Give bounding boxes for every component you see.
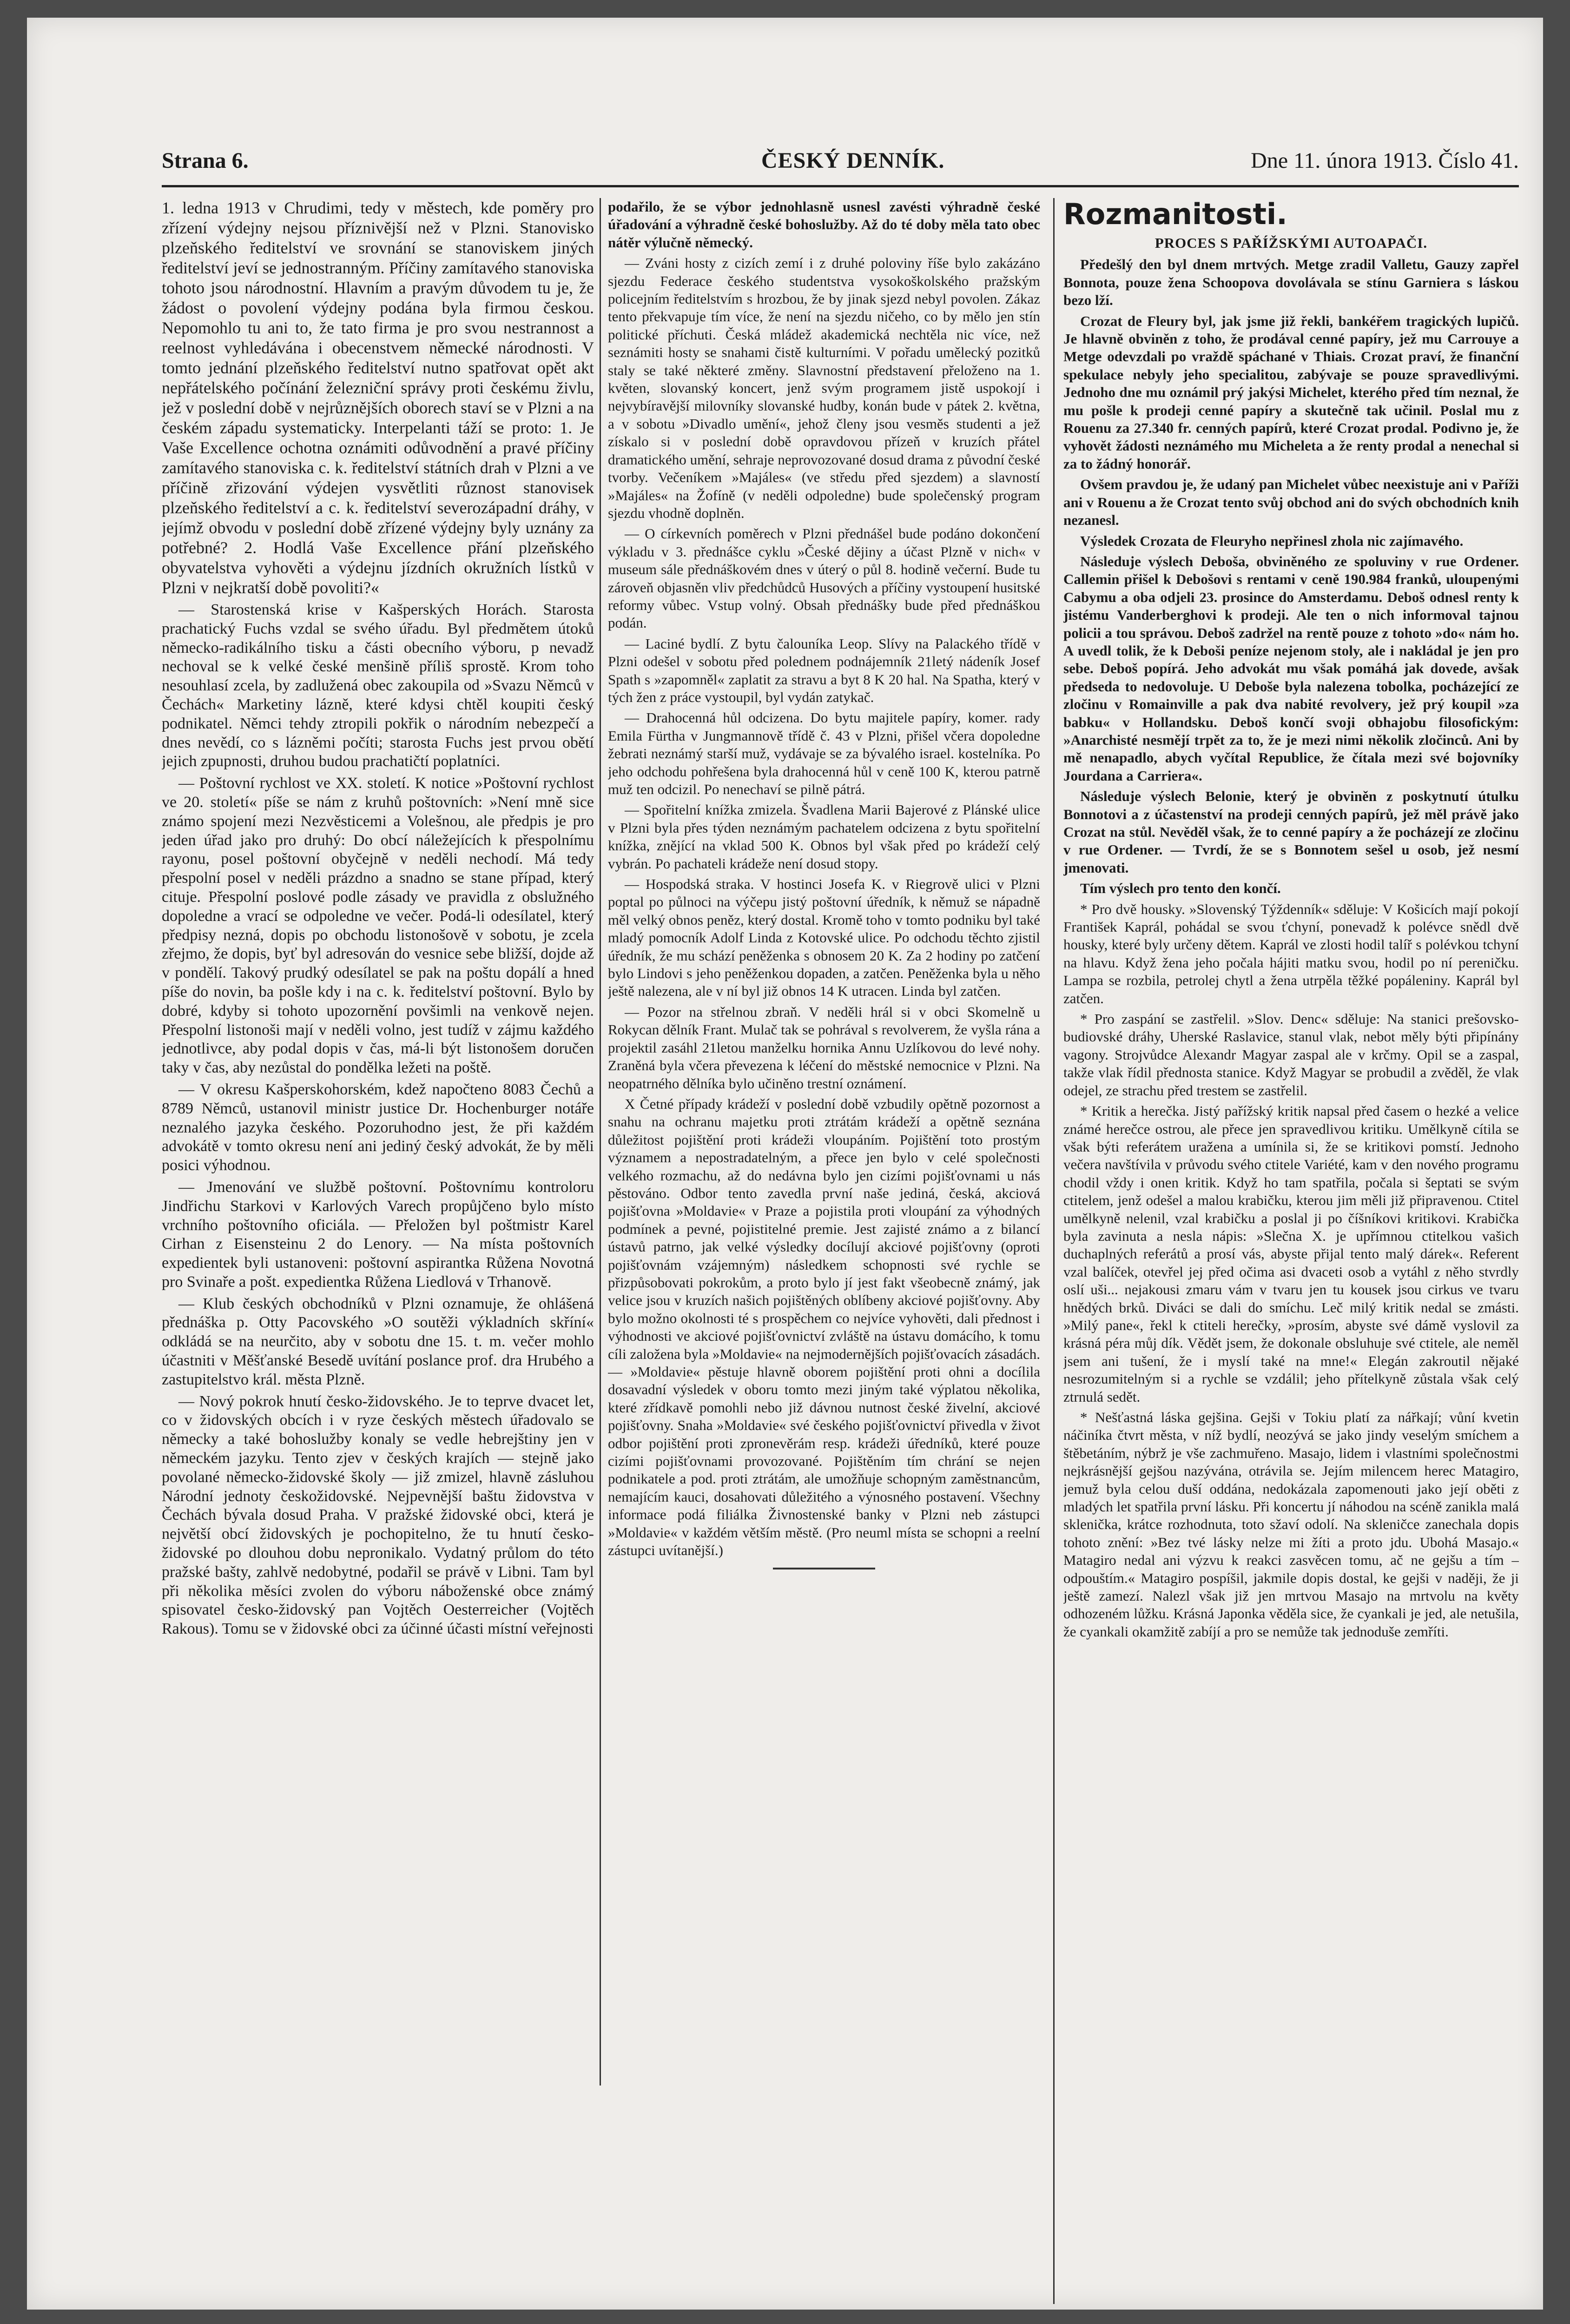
article-laska-gejsina: * Nešťastná láska gejšina. Gejši v Tokiu platí za nářkají; vůní kvetin náčiníka čtvrt města, v níž bydlí, neozývá se jako jindy veselým smíchem a štěbetáním, nýbrž je vše zachmuřeno. Masajo, lidem i vlastními společnostmi nejkrásnější gejšou nazývána, otrávila se. Jejím milencem herec Matagiro, jemuž byla celou duší oddána, nedokázala zapomenouti jako její oběti z mladých let spatřila první lásku. Při koncertu jí náhodou na scéně zanikla malá sklenička, krátce rozhodnuta, toto sžaví odolí. Na skleničce zanechala dopis tohoto znění: »Bez tvé lásky nelze mi žíti a proto jdu. Ubohá Masajo.« Matagiro nedal ani výzvu k reakci zasvěcen tomu, ač ne gejšu a tím – odpouštím.« Matagiro pospíšil, jakmile dopis dostal, ke gejši v naději, že ji ještě zamezí. Nalezl však již jen mrtvou Masajo na mrtvolu na květy odhozeném lůžku. Krásná Japonka věděla sice, že cyankali je jed, ale netušila, že cyankali okamžitě zabíjí a pro se nemůže tak jednoduše zemříti. — [1063, 1409, 1519, 1640]
header-rule — [162, 185, 1519, 187]
article-hoste-ciziny: — Zváni hosty z cizích zemí i z druhé poloviny říše bylo zakázáno sjezdu Federace českého studentstva vysokoškolského pražským policejním ředitelstvím s hrozbou, že by jinak sjezd nebyl povolen. Zákaz tento překvapuje tím více, že není na sjezdu ničeho, co by mělo jen stín politické příchuti. Česká mládež akademická nechtěla nic více, než seznámiti hosty se snahami čistě kulturními. V pořadu umělecký pozitků staly se také některé změny. Slavnostní představení přeloženo na 1. květen, slovanský koncert, jenž svým programem jistě uspokojí i nejvybíravější milovníky slovanské hudby, konán bude v pátek 2. května, a v sobotu »Divadlo umění«, jehož členy jsou vesměs studenti a jež získalo si v poslední době opravdovou přízeň v kruzích přátel dramatického umění, sehraje neprovozované dosud drama z původní české tvorby. Večeníkem »Majáles« (ve středu před sjezdem) a slavností »Majáles« na Žofíně (v neděli odpoledne) bude společenský program sjezdu vhodně doplněn. — [608, 255, 1040, 521]
article-continuation: podařilo, že se výbor jednohlasně usnesl zavésti výhradně české úřadování a výhradně české bohoslužby. Až do té doby měla tato obec nátěr výlučně německý. — [608, 199, 1040, 251]
article-kritik-herecka: * Kritik a herečka. Jistý pařížský kritik napsal před časem o hezké a velice známé herečce ostrou, ale přece jen spravedlivou kritiku. Umělkyně cítila se však býti referátem uražena a umínila si, že se kritikovi pomstí. Jednoho večera navštívila v průvodu svého ctitele Variété, kam v den nového programu chodil vždy i onen kritik. Když ho tam spatřila, počala si šeptati se svým ctitelem, jenž odešel a malou krabičku, kterou jim měli již připravenou. Ctitel umělkyně nelenil, vzal krabičku a poslal ji po číšníkovi kritikovi. Krabička byla zavinuta a nesla nápis: »Slečna X. je upřímnou ctitelkou vašich duchaplných referátů a prosí vás, abyste přijal tento malý dárek«. Referent vzal balíček, otevřel jej před očima asi dvaceti osob a vytáhl z něho stvrdly oslí uši... nejakousi zmaru vám v tvaru jen tu kousek jsou cirkus ve tvaru hnědých brků. Diváci se dali do smíchu. Leč milý kritik nedal se zmásti. »Milý pane«, řekl k ctiteli herečky, »prosím, abyste své dámě vyslovil za krásná péra můj dík. Vědět jsem, že dokonale obsluhuje své ctitele, ale neměl jsem ani tušení, že i myslí také na mne!« Elegán zakroutil nějaké nesrozumitelným si a rychle se vzdálil; jeho přítelkyně zůstala však celý ztrnulá sedět. — [1063, 1103, 1519, 1405]
newspaper-title: ČESKÝ DENNÍK. — [761, 148, 945, 173]
column-2 — [608, 198, 1040, 1569]
interpellation-text: 1. ledna 1913 v Chrudimi, tedy v městech, kde poměry pro zřízení výdejny nejsou příznivější než v Plzni. Stanovisko plzeňského ředitelství ve srovnání se stanoviskem jiných ředitelství jeví se jednostranným. Příčiny zamítavého stanoviska tohoto jsou národnostní. Hlavním a pravým důvodem tu je, že žádost o povolení výdejny podána byla firmou českou. Nepomohlo tu ani to, že tato firma je pro svou nestrannost a reelnost vyhledávána i obecenstvem německé národnosti. V tomto jednání plzeňského ředitelství nutno spatřovat opět akt nepřátelského počínání železniční správy proti českému živlu, jež v poslední době v nejrůznějších oborech staví se v Plzni a na českém západu systematicky. Interpelanti táží se proto: 1. Je Vaše Excellence ochotna oznámiti odůvodnění a pravé příčiny zamítavého stanoviska c. k. ředitelství státních drah v Plzni a ve příčině zřizování výdejen vysvětliti různost stanovisek plzeňského ředitelství a c. k. ředitelství severozápadní dráhy, v jejímž obvodu v poslední době zřízené výdejny byly uznány za potřebné? 2. Hodlá Vaše Excellence přání plzeňského obyvatelstva vyhověti a výdejnu jízdních okružních lístků v Plzni v nejkratší době povoliti?« — [162, 199, 594, 597]
closing-rule — [773, 1568, 875, 1569]
article-lacine-bydli: — Laciné bydlí. Z bytu čalouníka Leop. Slívy na Palackého třídě v Plzni odešel v sobotu před polednem podnájemník 21letý nádeník Josef Spath s »zapomněl« zaplatit za stravu a byt 8 K 20 hal. Na Spatha, který v tých žen z práce vystoupil, byl vydán zatykač. — [608, 635, 1040, 705]
article-zaspani: * Pro zaspání se zastřelil. »Slov. Denc« sděluje: Na stanici prešovsko-budiovské dráhy, Uherské Raslavice, stanul vlak, nebot měly býti připínány vagony. Strojvůdce Alexandr Magyar zaspal ale v krčmy. Opil se a zaspal, takže vlak řídil přednosta stanice. Když Magyar se probudil a zvěděl, že vlak odejel, ze strachu před trestem se zastřelil. — [1063, 1011, 1519, 1099]
article-cirkevni-pomery: — O církevních poměrech v Plzni přednášel bude podáno dokončení výkladu v 3. přednášce cyklu »České dějiny a účast Plzně v nich« v museum sále přednáškovém dnes v úterý o půl 8. hodině večerní. Bude tu zároveň objasněn vliv předchůdců Husových a příčiny vystoupení husitské reformy vůbec. Vstup volný. Obsah přednášky bude před přednáškou podán. — [608, 525, 1040, 631]
proces-debos: Následuje výslech Deboša, obviněného ze spoluviny v rue Ordener. Callemin přišel k Debošovi s rentami v ceně 190.984 franků, uloupenými Cabymu a oba odjeli 23. prosince do Amsterdamu. Deboš odnesl renty k jistému Vanderberghovi k prodeji. Ale ten o nich informoval tajnou policii a tou správou. Deboš zadržel na rentě pouze z tohoto »do« nám ho. A uvedl tolik, že k Deboši peníze nejenom stoly, ale i nakládal je jen pro sebe. Deboš popírá. Jeho advokát mu však pomáhá jak dovede, avšak předseda to nedovoluje. U Deboše byla nalezena tobolka, pocházející ze zločinu v Romainville a pak dva nabité revolvery, jež prý koupil »za babku« v Hollandsku. Deboš končí svoji obhajobu filosofickým: »Anarchisté nesmějí trpět za to, že je mezi nimi několik zločinců. Ani by mě nenapadlo, abych vyčítal Republice, že čítala mezi své bojovníky Jourdana a Carriera«. — [1063, 553, 1519, 784]
article-jmenovani-postovni: — Jmenování ve službě poštovní. Poštovnímu kontroloru Jindřichu Starkovi v Karlových Varech propůjčeno bylo místo vrchního poštovního oficiála. — Přeložen byl poštmistr Karel Cirhan z Eisensteinu 2 do Lenory. — Na místa poštovních expedientek byli ustanoveni: poštovní aspirantka Růžena Novotná pro Svinaře a pošt. expedientka Růžena Liedlová v Trhanově. — [162, 1178, 594, 1291]
proces-vysledek: Výsledek Crozata de Fleuryho nepřinesl zhola nic zajímavého. — [1080, 532, 1464, 549]
section-subtitle: PROCES S PAŘÍŽSKÝMI AUTOAPAČI. — [1154, 235, 1428, 251]
column-divider-2 — [1053, 198, 1055, 2304]
proces-konec: Tím výslech pro tento den končí. — [1080, 880, 1281, 897]
column-1 — [162, 198, 594, 1642]
issue-date: Dne 11. února 1913. Číslo 41. — [1251, 148, 1519, 173]
article-klub-obchodniku: — Klub českých obchodníků v Plzni oznamuje, že ohlášená přednáška p. Otty Pacovského »O soutěži výkladních skříní« odkládá se na neurčito, aby v sobotu dne 15. t. m. večer mohlo účastniti v Měšťanské Besedě uvítání poslance prof. dra Hrubého a zastupitelstvo král. města Plzně. — [162, 1295, 594, 1388]
proces-crozat: Crozat de Fleury byl, jak jsme již řekli, bankéřem tragických lupičů. Je hlavně obviněn z toho, že prodával cenné papíry, jež mu Carrouye a Metge odevzdali po vraždě spáchané v Thiais. Crozat praví, že finanční spekulace nebyly jeho specialitou, zabývaje se pouze spravedlivými. Jednoho dne mu oznámil prý jakýsi Michelet, kterého před tím neznal, že mu pošle k prodeji cenné papíry a skutečně tak učinil. Poslal mu z Rouenu za 27.340 fr. cenných papírů, které Crozat prodal. Podivno je, že vyhovět žádosti neznámého mu Micheleta a že renty prodal a nenechal si za to žádný honorář. — [1063, 312, 1519, 472]
page-number: Strana 6. — [162, 148, 249, 173]
article-hospodska-straka: — Hospodská straka. V hostinci Josefa K. v Riegrově ulici v Plzni poptal po půlnoci na výčepu jistý poštovní úředník, k němuž se nápadně měl velký obnos peněz, který dostal. Kromě toho v tomto podniku byl také mladý pomocník Adolf Linda z Kotovské ulice. Po odchodu těchto zjistil úředník, že mu schází peněženka s obnosem 20 K. Za 2 hodiny po zatčení bylo Lindovi s jeho peněženkou dopaden, a zatčen. Peněženka byla u něho ještě nalezena, ale v ní byl již obnos 14 K utracen. Linda byl zatčen. — [608, 876, 1040, 1000]
article-strelna-zbran: — Pozor na střelnou zbraň. V neděli hrál si v obci Skomelně u Rokycan dělník Frant. Mulač tak se pohrával s revolverem, že vyšla rána a projektil zasáhl 21letou manželku hornika Annu Uzlíkovou do levé nohy. Zraněná byla včera převezena k léčení do městské nemocnice v Plzni. Na neopatrného dělníka bylo učiněno trestní oznámení. — [608, 1003, 1040, 1092]
advert-moldavie: X Četné případy krádeží v poslední době vzbudily opětně pozornost a snahu na ochranu majetku proti ztrátám krádeží a opětně seznána důležitost pojištění proti krádeži vloupáním. Pojištění toto prostým významem a nepostradatelným, a přece jen bylo v celé společnosti velkého rozmachu, až do nedávna bylo jen cizími pojišťovnami u nás pěstováno. Odbor tento zavedla první naše jediná, česká, akciová pojišťovna »Moldavie« v Praze a pojistila proti vloupání za výhodných podmínek a pevné, pojistitelné premie. Jest zajisté známo a z bilancí ústavů patrno, jak velké výsledky docílují akciové pojišťovny (oproti pojišťovnám vzájemným) následkem schopnosti své rychle se přizpůsobovati pokrokům, a proto bylo jí jest fakt všeobecně známý, jak velice jsou v kruzích našich pojištěných oblíbeny akciové pojišťovny. Aby bylo možno okolnosti té s prospěchem co nejvíce vyhověti, dali přednost i výhodnosti ve akciové pojišťovnictví zvláště na ústavu domácího, k tomu cíli založena byla »Moldavie« na nejmodernějších pojišťovacích zásadách. — »Moldavie« pěstuje hlavně oborem pojištění proti ohni a docílila dosavadní výsledek v oboru tomto mezi jiným také výplatou několika, které zřídkavě pomohli nebo již dávnou nutnost české živelní, akciové pojišťovny. Snaha »Moldavie« své českého pojišťovnictví přivedla v život odbor pojištění proti zpronevěrám resp. krádeži úředníků, které pouze cizími pojišťovnami provozované. Pojištěním tím chrání se nejen podnikatele a pod. proti ztrátám, ale umožňuje schopným zaměstnancům, nemajícím kauci, dosahovati důležitého a výnosného postavení. Všechny informace podá filiálka Živnostenské banky v Plzni neb zástupci »Moldavie« v každém větším městě. (Pro neuml místa se schopni a reelní zástupci uvítanější.) — [608, 1095, 1040, 1559]
article-postovni-rychlost: — Poštovní rychlost ve XX. století. K notice »Poštovní rychlost ve 20. století« píše se nám z kruhů poštovních: »Není mně sice známo spojení mezi Nezvěsticemi a Volešnou, ale předpis je pro jeden úřad jako pro druhý: Do obcí náležejících k přespolnímu rayonu, posel poštovní obyčejně v neděli nechodí. Má tedy přespolní posel v neděli prázdno a snadno se stane případ, který cituje. Přespolní poslové podle zásady ve pravidla z obslužného dopoledne a vrací se odpoledne ve večer. Podá-li odesílatel, který předpisy nezná, dopis po obchodu listonošově v sobotu, je zcela zřejmo, že dopis, byť byl adresován do vesnice sebe bližší, dojde až v pondělí. Takový prudký odesílatel se pak na poštu dopálí a hned píše do novin, ba pošle kdy i na c. k. ředitelství poštovní. Bylo by dobré, kdyby si tohoto upozornění povšimli na venkově nejen. Přespolní listonoši mají v neděli volno, jest tudíž v zájmu každého jednotlivce, aby podal dopis v čas, má-li být listonošem doručen taky v čas, aby nezůstal do pondělka ležeti na poště. — [162, 775, 594, 1077]
article-starostenska-krise: — Starostenská krise v Kašperských Horách. Starosta prachatický Fuchs vzdal se svého úřadu. Byl předmětem útoků německo-radikálního tisku a části obecního výboru, p nevadž nechoval se k velké české menšině příliš sprostě. Krom toho nesouhlasí zcela, by zadlužená obec zakoupila od »Svazu Němců v Čechách« Marketiny lázně, které kdysi chtěl koupiti český podnikatel. Němci tehdy ztropili pokřik o národním nebezpečí a dnes nevědí, co s lázněmi počíti; starosta Fuchs jest prvou obětí jejich zpupnosti, druhou budou prachatičtí poplatníci. — [162, 601, 594, 770]
article-dve-housky: * Pro dvě housky. »Slovenský Týždenník« sděluje: V Košicích mají pokojí František Kaprál, pohádal se svou ťchyní, ponevadž k polévce snědl dvě housky, které byly určeny dětem. Kaprál ve zlosti hodil talíř s polévkou tchyní na hlavu. Když žena jeho počala hájiti matku svou, hodil po ní pereničku. Lampa se rozbila, petrolej chytl a žena utrpěla těžké popáleniny. Kaprál byl zatčen. — [1063, 900, 1519, 1006]
proces-intro: Předešlý den byl dnem mrtvých. Metge zradil Valletu, Gauzy zapřel Bonnota, pouze žena Schoopova dovolávala se stínu Garniera s láskou bezo lží. — [1063, 256, 1519, 309]
proces-belonie: Následuje výslech Belonie, který je obviněn z poskytnutí útulku Bonnotovi a z účastenství na prodeji cenných papírů, jež měl právě jako Crozat na stůl. Nevěděl však, že to cenné papíry a že pocházejí ze zločinu v rue Ordener. — Tvrdí, že se s Bonnotem sešel u osob, jež nesmí jmenovati. — [1063, 788, 1519, 876]
column-3 — [1063, 198, 1519, 1643]
article-cesko-zidovske-hnuti: — Nový pokrok hnutí česko-židovského. Je to teprve dvacet let, co v židovských obcích i v ryze českých městech úřadovalo se německy a také bohoslužby konaly se vedle hebrejštiny jen v německém jazyku. Tento zjev v českých krajích — stejně jako povolané německo-židovské školy — již zmizel, hlavně zásluhou Národní jednoty českožidovské. Nejpevnější baštu židovstva v Čechách bývala dosud Praha. V pražské židovské obci, která je největší obcí židovských je pochopitelno, že tu hnutí česko-židovské po dlouhou dobu nepronikalo. Vydatný průlom do této pražské bašty, zahlvě nedobytné, podařil se právě v Libni. Tam byl při několika měsíci zvolen do výboru náboženské obce známý spisovatel česko-židovský pan Vojtěch Oesterreicher (Vojtěch Rakous). Tomu se v židovské obci za účinné účasti místní veřejnosti — [162, 1392, 594, 1638]
newspaper-page — [27, 18, 1543, 2310]
section-title: Rozmanitosti. — [1063, 198, 1287, 231]
article-sporitelni-knizka: — Spořitelní knížka zmizela. Švadlena Marii Bajerové z Plánské ulice v Plzni byla přes týden neznámým pachatelem odcizena z bytu spořitelní knížka, znějící na vklad 500 K. Obnos byl však před po krádeží celý vybrán. Po pachateli krádeže není dosud stopy. — [608, 801, 1040, 872]
article-okres-kasperskohorsky: — V okresu Kašperskohorském, kdež napočteno 8083 Čechů a 8789 Němců, ustanovil ministr justice Dr. Hochenburger notáře neznalého jazyka českého. Pozoruhodno jest, že při každém advokátě v tomto okresu není ani jediný český advokát, že by měli posici výhodnou. — [162, 1080, 594, 1174]
page-header — [162, 148, 1519, 176]
column-divider-1 — [600, 198, 601, 2086]
proces-michelet: Ovšem pravdou je, že udaný pan Michelet vůbec neexistuje ani v Paříži ani v Rouenu a že Crozat tento svůj obchod ani do svých obchodních knih nezanesl. — [1063, 476, 1519, 529]
article-drahocenna-hul: — Drahocenná hůl odcizena. Do bytu majitele papíry, komer. rady Emila Fürtha v Jungmannově třídě č. 43 v Plzni, přišel včera dopoledne žebrati neznámý starší muž, vydávaje se za bývalého israel. kostelníka. Po jeho odchodu pohřešena byla drahocenná hůl v ceně 100 K, kterou patrně muž ten odcizil. Po nenechaví se pilně pátrá. — [608, 709, 1040, 797]
